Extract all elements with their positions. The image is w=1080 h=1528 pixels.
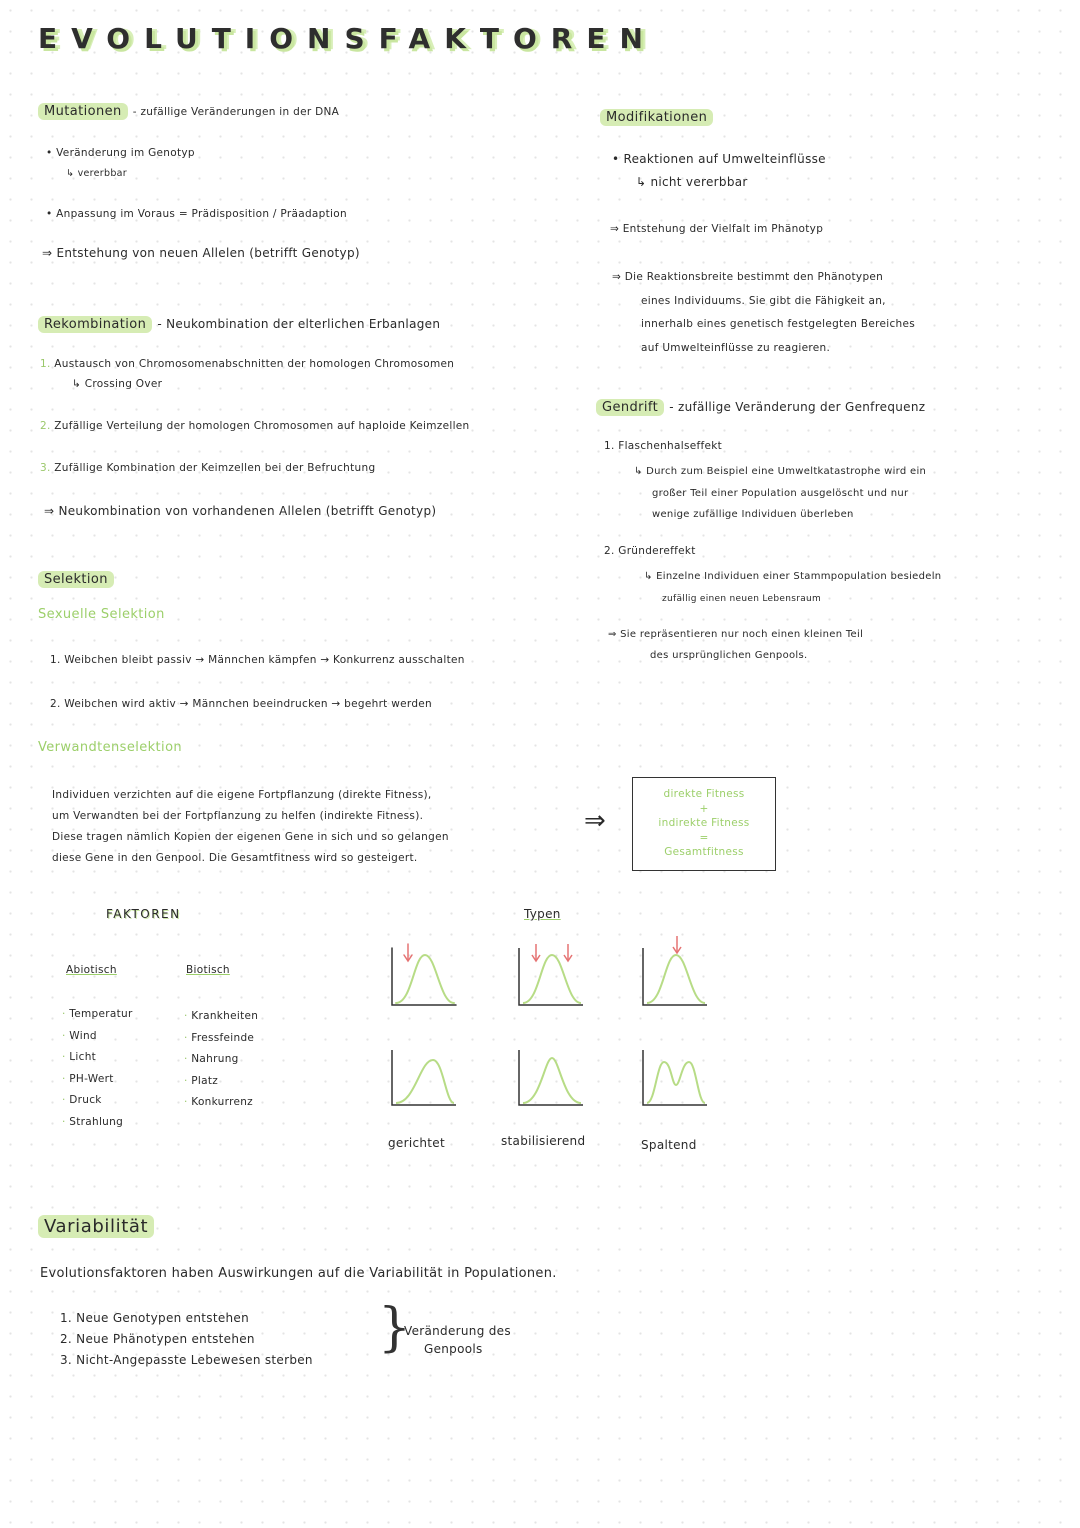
list-item: · Platz (184, 1074, 219, 1087)
text-line: ⇒ Sie repräsentieren nur noch einen kleinen Teil (608, 629, 864, 640)
fitness-equals: = (699, 831, 709, 844)
list-item: 1. Neue Genotypen entstehen (60, 1311, 250, 1325)
list-item-text: Strahlung (69, 1115, 124, 1128)
mutationen-heading: Mutationen (38, 103, 128, 120)
item-number: 1. (40, 358, 51, 370)
item-number: 2. (40, 420, 51, 432)
list-item: · Druck (62, 1094, 102, 1106)
graph-stabilisierend-before (519, 944, 583, 1005)
list-item: · Temperatur (62, 1008, 133, 1020)
list-item: · Fressfeinde (184, 1031, 255, 1044)
graph-gerichtet-before (392, 944, 456, 1005)
selektion-heading: Selektion (38, 571, 114, 588)
list-item-text: Licht (69, 1051, 97, 1063)
text-line: eines Individuums. Sie gibt die Fähigkeit an, (641, 294, 886, 307)
text-line: großer Teil einer Population ausgelöscht und nur (652, 487, 909, 499)
typ-label-gerichtet: gerichtet (388, 1136, 445, 1150)
rekombination-heading: Rekombination (38, 316, 152, 333)
faktoren-heading: FAKTOREN (106, 907, 181, 921)
list-item: · Krankheiten (184, 1010, 259, 1022)
rekombination-item-1-sub: ↳ Crossing Over (72, 378, 163, 390)
variabilitaet-intro: Evolutionsfaktoren haben Auswirkungen auf die Variabilität in Populationen. (40, 1266, 557, 1281)
list-item-text: Temperatur (69, 1008, 133, 1020)
variabilitaet-section (38, 1216, 154, 1237)
rekombination-result: ⇒ Neukombination von vorhandenen Allelen (betrifft Genotyp) (44, 504, 437, 518)
graph-gerichtet-after (392, 1050, 456, 1105)
modifikationen-heading: Modifikationen (600, 109, 713, 126)
text-line: diese Gene in den Genpool. Die Gesamtfitness wird so gesteigert. (52, 852, 418, 864)
verwandtenselektion-heading: Verwandtenselektion (38, 740, 183, 755)
fitness-indirekt: indirekte Fitness (658, 817, 750, 829)
fitness-direkt: direkte Fitness (663, 788, 745, 800)
typ-label-stabilisierend: stabilisierend (501, 1134, 586, 1148)
gendrift-item-2: 2. Gründereffekt (604, 545, 696, 557)
rekombination-item-2-text: Zufällige Verteilung der homologen Chromosomen auf haploide Keimzellen (54, 420, 470, 432)
text-line: Individuen verzichten auf die eigene Fortpflanzung (direkte Fitness), (52, 789, 432, 801)
modifikation-result-1: ⇒ Entstehung der Vielfalt im Phänotyp (610, 223, 824, 235)
list-item-text: Krankheiten (191, 1010, 259, 1022)
list-item: · Wind (62, 1029, 97, 1042)
modifikation-result-2 (612, 266, 915, 360)
biotisch-heading: Biotisch (186, 964, 230, 976)
mutation-item-2: • Anpassung im Voraus = Prädisposition / Präadaption (46, 208, 347, 220)
mutation-item-2-text: Anpassung im Voraus = Prädisposition / Präadaption (56, 208, 347, 220)
mutation-item-1: • Veränderung im Genotyp (46, 147, 195, 159)
list-item: · Licht (62, 1051, 97, 1063)
sexuelle-selektion-heading: Sexuelle Selektion (38, 607, 165, 622)
text-line: innerhalb eines genetisch festgelegten Bereiches (641, 318, 916, 330)
list-item: · Strahlung (62, 1115, 124, 1128)
gendrift-heading: Gendrift (596, 399, 664, 416)
graph-spaltend-before (643, 936, 707, 1005)
implies-arrow: ⇒ (584, 806, 606, 836)
modifikationen-section (600, 106, 713, 125)
gendrift-item-2-text (644, 566, 941, 610)
mutation-item-1-sub: ↳ vererbbar (66, 168, 127, 179)
text-line: ↳ Durch zum Beispiel eine Umweltkatastrophe wird ein (634, 466, 927, 477)
graph-spaltend-after (643, 1050, 707, 1105)
typ-label-spaltend: Spaltend (641, 1138, 697, 1152)
mutation-item-1-text: Veränderung im Genotyp (56, 147, 195, 159)
text-line: ↳ Einzelne Individuen einer Stammpopulation besiedeln (644, 571, 942, 582)
list-item-text: Platz (191, 1074, 219, 1087)
variabilitaet-list (60, 1308, 313, 1371)
mutationen-subtitle: - zufällige Veränderungen in der DNA (132, 106, 340, 118)
sexuelle-item-2: 2. Weibchen wird aktiv → Männchen beeindrucken → begehrt werden (50, 698, 433, 710)
text-line: zufällig einen neuen Lebensraum (662, 594, 822, 604)
item-number: 3. (40, 462, 51, 474)
fitness-gesamt: Gesamtfitness (664, 846, 744, 858)
variabilitaet-result (404, 1322, 511, 1358)
list-item: 2. Neue Phänotypen entstehen (60, 1332, 255, 1346)
gendrift-item-1: 1. Flaschenhalseffekt (604, 440, 723, 452)
page-title: EVOLUTIONSFAKTOREN (38, 22, 657, 55)
sexuelle-item-1: 1. Weibchen bleibt passiv → Männchen kämpfen → Konkurrenz ausschalten (50, 654, 465, 666)
modifikation-item-1-text: Reaktionen auf Umwelteinflüsse (623, 152, 826, 166)
list-item: · Konkurrenz (184, 1096, 253, 1108)
text-line: Genpools (424, 1342, 483, 1356)
list-item-text: PH-Wert (69, 1072, 114, 1085)
list-item-text: Nahrung (191, 1053, 239, 1065)
list-item-text: Konkurrenz (191, 1096, 253, 1108)
rekombination-subtitle: - Neukombination der elterlichen Erbanlagen (157, 317, 441, 331)
rekombination-item-1-text: Austausch von Chromosomenabschnitten der homologen Chromosomen (54, 358, 455, 370)
graph-stabilisierend-after (519, 1050, 583, 1105)
mutation-result: ⇒ Entstehung von neuen Allelen (betrifft Genotyp) (42, 246, 360, 260)
text-line: wenige zufällige Individuen überleben (652, 509, 854, 520)
abiotisch-heading: Abiotisch (66, 964, 117, 976)
gendrift-result (608, 624, 863, 666)
brace: } (378, 1298, 412, 1358)
modifikation-item-1: • Reaktionen auf Umwelteinflüsse (612, 152, 826, 166)
text-line: des ursprünglichen Genpools. (650, 650, 808, 661)
text-line: Veränderung des (404, 1324, 511, 1338)
list-item: 3. Nicht-Angepasste Lebewesen sterben (60, 1353, 313, 1367)
text-line: ⇒ Die Reaktionsbreite bestimmt den Phänotypen (612, 271, 884, 283)
rekombination-item-3-text: Zufällige Kombination der Keimzellen bei der Befruchtung (54, 462, 376, 474)
gendrift-section (596, 396, 925, 415)
list-item-text: Druck (69, 1094, 102, 1106)
list-item: · PH-Wert (62, 1072, 114, 1085)
variabilitaet-heading: Variabilität (38, 1215, 154, 1238)
list-item: · Nahrung (184, 1053, 239, 1065)
list-item-text: Fressfeinde (191, 1031, 255, 1044)
fitness-plus: + (699, 802, 709, 815)
list-item-text: Wind (69, 1029, 97, 1042)
text-line: auf Umwelteinflüsse zu reagieren. (641, 341, 831, 354)
typen-heading: Typen (524, 907, 561, 921)
gendrift-item-1-text (634, 461, 926, 526)
gendrift-subtitle: - zufällige Veränderung der Genfrequenz (669, 400, 926, 414)
text-line: um Verwandten bei der Fortpflanzung zu helfen (indirekte Fitness). (52, 810, 424, 822)
text-line: Diese tragen nämlich Kopien der eigenen Gene in sich und so gelangen (52, 831, 449, 843)
modifikation-item-1-sub: ↳ nicht vererbbar (636, 175, 748, 189)
